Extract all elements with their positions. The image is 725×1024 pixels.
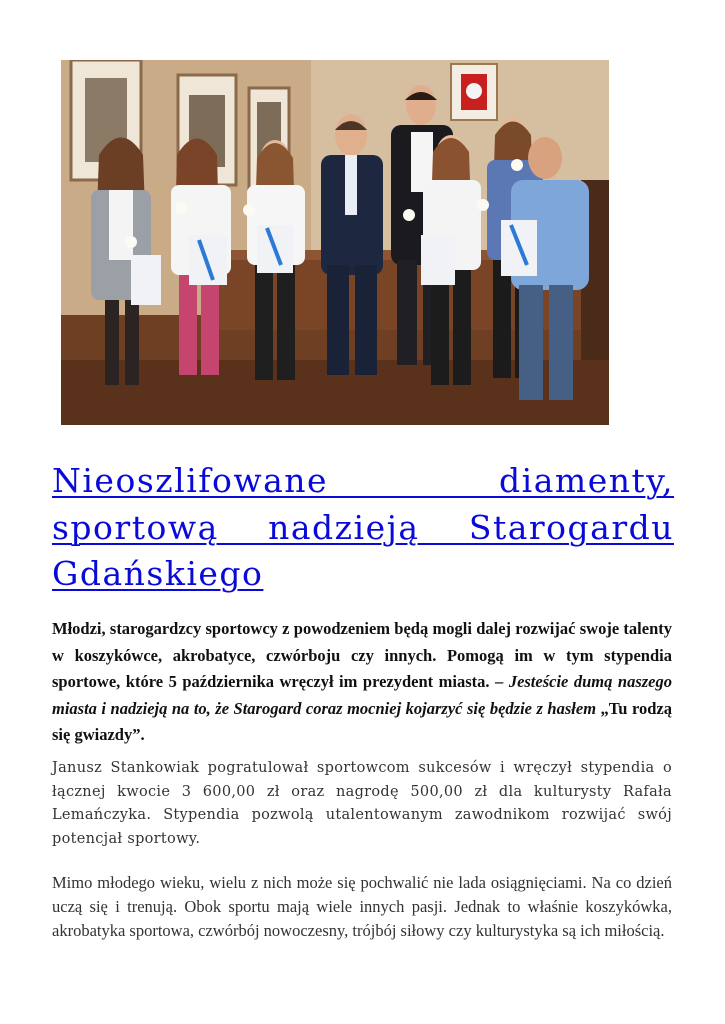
body-paragraph: Mimo młodego wieku, wielu z nich może się pochwalić nie lada osiągnięciami. Na co dzień uczą się i trenują. Obok sportu mają wiele innych pasji. Jednak to właśnie koszykówka, akrobatyka sportowa, czwórbój nowoczesny, trójbój siłowy czy kulturystyka są ich miłością. [52, 873, 672, 940]
lead-outro: „Tu rodzą się gwiazdy”. [52, 698, 672, 744]
article-title-link[interactable]: Nieoszlifowane diamenty, sportową nadzieją Starogardu Gdańskiego [52, 461, 674, 593]
body-paragraph: Janusz Stankowiak pogratulował sportowcom sukcesów i wręczył stypendia o łącznej kwocie 3 600,00 zł oraz nagrodę 500,00 zł dla kulturysty Rafała Lemańczyka. Stypendia pozwolą utalentowanym zawodnikom rozwijać swój potencjał sportowy. [52, 760, 672, 848]
article-lead [52, 616, 672, 749]
article-photo [61, 60, 609, 425]
lead-intro: Młodzi, starogardzcy sportowcy z powodzeniem będą mogli dalej rozwijać swoje talenty w koszykówce, akrobatyce, czwórboju czy innych. Pomogą im w tym stypendia sportowe, które 5 października wręczył im prezydent miasta. – [52, 619, 672, 691]
article-title[interactable] [52, 458, 674, 598]
lead-quote: Jesteście dumą naszego miasta i nadzieją na to, że Starogard coraz mocniej kojarzyć się będzie z hasłem [52, 672, 672, 718]
